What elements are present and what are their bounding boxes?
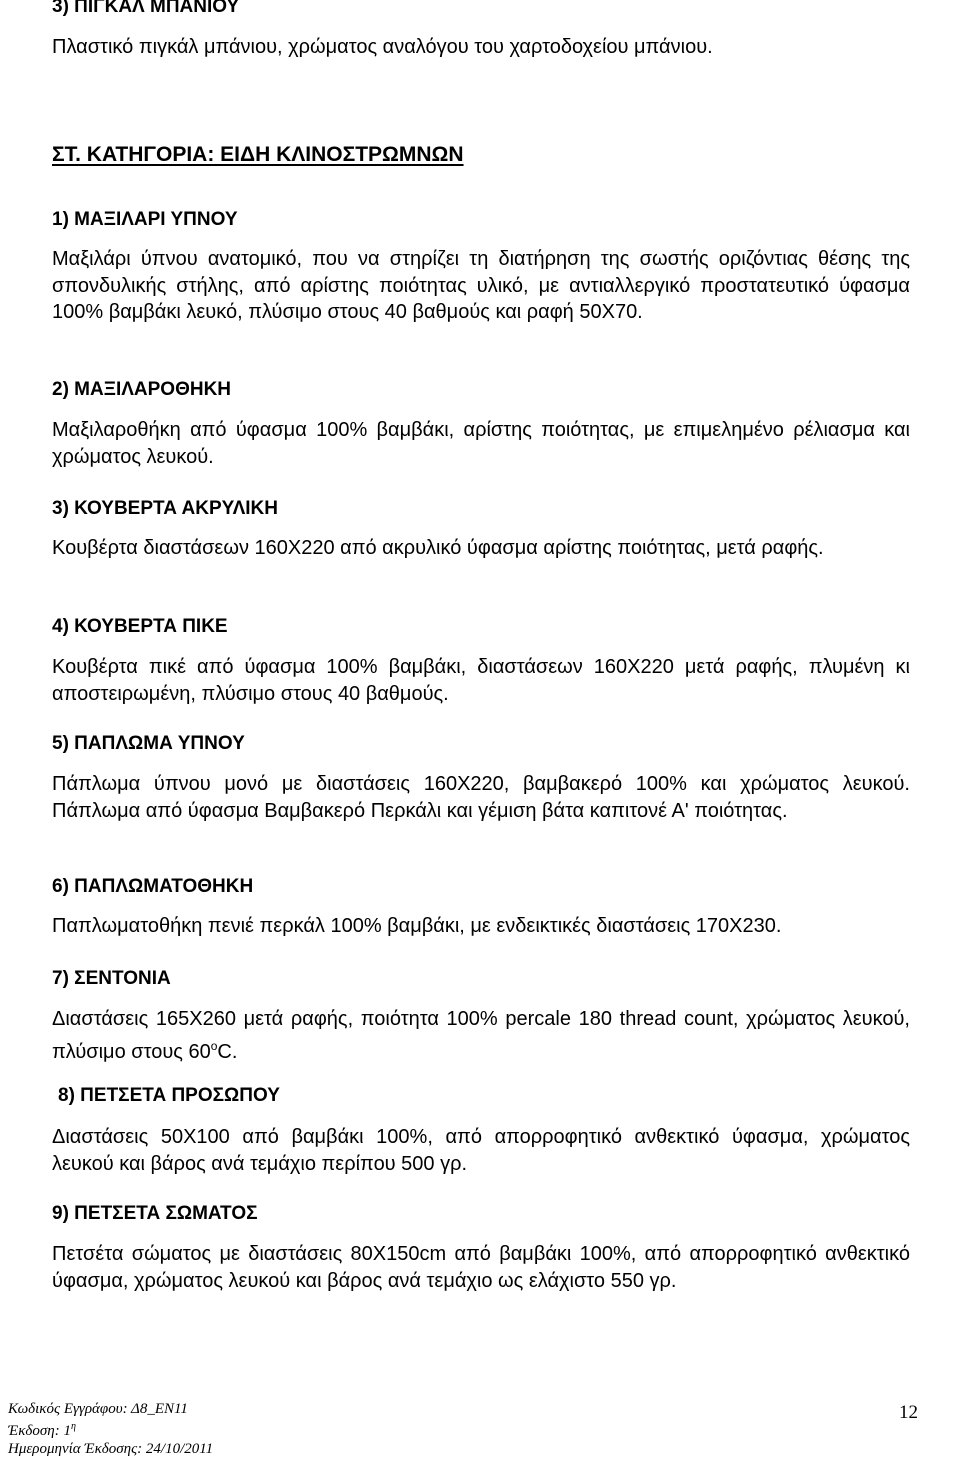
item-body-7-tail: C.	[217, 1040, 238, 1063]
item-body-2: Μαξιλαροθήκη από ύφασμα 100% βαμβάκι, αρίστης ποιότητας, με επιμελημένο ρέλιασμα και χρώματος λευκού.	[52, 419, 910, 468]
item-heading-5: 5) ΠΑΠΛΩΜΑ ΥΠΝΟΥ	[52, 733, 245, 754]
item-body-9: Πετσέτα σώματος με διαστάσεις 80Χ150cm από βαμβάκι 100%, από απορροφητικό ανθεκτικό ύφασμα, χρώματος λευκού και βάρος ανά τεμάχιο ως ελάχιστο 550 γρ.	[52, 1243, 910, 1292]
footer-edition-superscript: η	[70, 1421, 76, 1432]
item-heading-9: 9) ΠΕΤΣΕΤΑ ΣΩΜΑΤΟΣ	[52, 1203, 258, 1224]
degree-superscript: ο	[210, 1038, 218, 1053]
footer-doc-code: Κωδικός Εγγράφου: Δ8_ΕΝ11	[8, 1401, 188, 1417]
item-heading-4: 4) ΚΟΥΒΕΡΤΑ ΠΙΚΕ	[52, 616, 228, 637]
page-number: 12	[899, 1402, 918, 1423]
item-heading-1: 1) ΜΑΞΙΛΑΡΙ ΥΠΝΟΥ	[52, 209, 238, 230]
footer-edition-date: Ημερομηνία Έκδοσης: 24/10/2011	[8, 1441, 214, 1457]
footer-edition	[8, 1418, 918, 1440]
item-body-3: Κουβέρτα διαστάσεων 160Χ220 από ακρυλικό ύφασμα αρίστης ποιότητας, μετά ραφής.	[52, 537, 824, 559]
item-body-pigkal: Πλαστικό πιγκάλ μπάνιου, χρώματος αναλόγου του χαρτοδοχείου μπάνιου.	[52, 36, 713, 58]
item-heading-3: 3) ΚΟΥΒΕΡΤΑ ΑΚΡΥΛΙΚΗ	[52, 498, 278, 519]
item-body-5: Πάπλωμα ύπνου μονό με διαστάσεις 160Χ220, βαμβακερό 100% και χρώματος λευκού. Πάπλωμα από ύφασμα Βαμβακερό Περκάλι και γέμιση βάτα καπιτονέ Α' ποιότητας.	[52, 773, 910, 822]
item-body-4: Κουβέρτα πικέ από ύφασμα 100% βαμβάκι, διαστάσεων 160Χ220 μετά ραφής, πλυμένη κι αποστειρωμένη, πλύσιμο στους 40 βαθμούς.	[52, 656, 910, 705]
item-body-8: Διαστάσεις 50Χ100 από βαμβάκι 100%, από απορροφητικό ανθεκτικό ύφασμα, χρώματος λευκού και βάρος ανά τεμάχιο περίπου 500 γρ.	[52, 1126, 910, 1175]
page-footer	[8, 1400, 918, 1456]
item-body-6: Παπλωματοθήκη πενιέ περκάλ 100% βαμβάκι, με ενδεικτικές διαστάσεις 170Χ230.	[52, 915, 782, 937]
footer-edition-text: Έκδοση: 1	[8, 1423, 71, 1439]
item-heading-pigkal: 3) ΠΙΓΚΑΛ ΜΠΑΝΙΟΥ	[52, 0, 240, 17]
category-heading: ΣΤ. ΚΑΤΗΓΟΡΙΑ: ΕΙΔΗ ΚΛΙΝΟΣΤΡΩΜΝΩΝ	[52, 143, 464, 166]
item-body-7	[52, 1006, 910, 1065]
item-heading-8: 8) ΠΕΤΣΕΤΑ ΠΡΟΣΩΠΟΥ	[58, 1085, 280, 1106]
item-heading-7: 7) ΣΕΝΤΟΝΙΑ	[52, 968, 171, 989]
item-heading-2: 2) ΜΑΞΙΛΑΡΟΘΗΚΗ	[52, 379, 232, 400]
item-body-1: Μαξιλάρι ύπνου ανατομικό, που να στηρίζει τη διατήρηση της σωστής οριζόντιας θέσης της σπονδυλικής στήλης, από αρίστης ποιότητας υλικό, με αντιαλλεργικό προστατευτικό ύφασμα 100% βαμβάκι λευκό, πλύσιμο στους 40 βαθμούς και ραφή 50Χ70.	[52, 248, 910, 323]
item-body-7-text: Διαστάσεις 165Χ260 μετά ραφής, ποιότητα 100% percale 180 thread count, χρώματος λευκού, πλύσιμο στους 60	[52, 1008, 910, 1063]
item-heading-6: 6) ΠΑΠΛΩΜΑΤΟΘΗΚΗ	[52, 876, 254, 897]
